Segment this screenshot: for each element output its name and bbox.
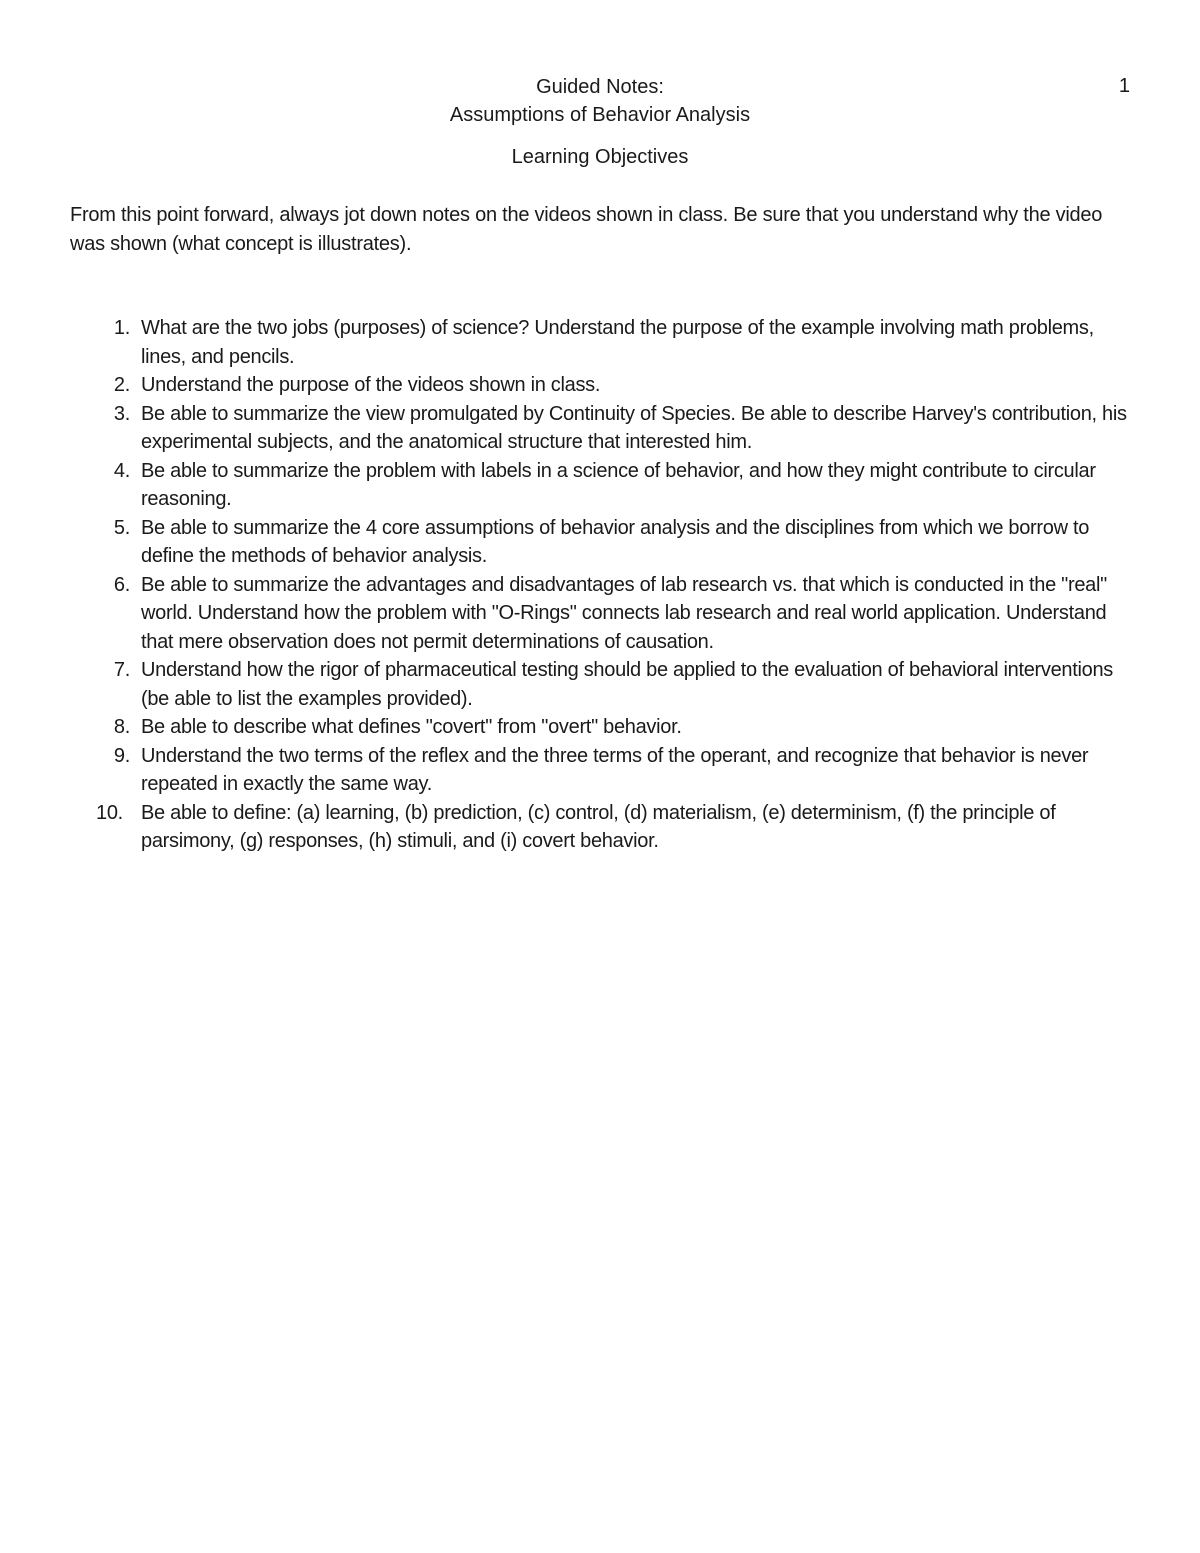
objective-item	[0, 571, 1141, 657]
document-header	[0, 73, 1200, 129]
objective-item	[0, 742, 1141, 799]
objective-text: Understand the two terms of the reflex and the three terms of the operant, and recognize that behavior is never repeated in exactly the same way.	[141, 744, 1089, 795]
objective-item	[0, 713, 1141, 742]
header-title-line2: Assumptions of Behavior Analysis	[449, 104, 751, 126]
objective-number: 9.	[113, 744, 130, 767]
page-number: 1	[1118, 75, 1130, 97]
objective-number: 2.	[113, 374, 130, 396]
intro-paragraph: From this point forward, always jot down notes on the videos shown in class. Be sure that you understand why the video was shown (what concept is illustrates).	[70, 204, 1103, 255]
objective-number: 3.	[113, 402, 130, 425]
objectives-list	[0, 314, 1200, 856]
objective-item	[0, 314, 1141, 371]
section-heading: Learning Objectives	[511, 146, 689, 168]
objective-item	[0, 514, 1141, 571]
objective-text: Be able to summarize the 4 core assumptions of behavior analysis and the disciplines from which we borrow to define the methods of behavior analysis.	[141, 516, 1090, 567]
objective-number: 8.	[113, 716, 130, 738]
objective-text: What are the two jobs (purposes) of science? Understand the purpose of the example involving math problems, lines, and pencils.	[141, 317, 1094, 368]
objective-text: Be able to describe what defines "covert" from "overt" behavior.	[141, 716, 682, 738]
objective-item	[0, 656, 1141, 713]
objective-text: Be able to define: (a) learning, (b) prediction, (c) control, (d) materialism, (e) determinism, (f) the principle of parsimony, (g) responses, (h) stimuli, and (i) covert behavior.	[141, 801, 1056, 852]
header-title-line1: Guided Notes:	[536, 76, 664, 98]
objective-text: Be able to summarize the advantages and disadvantages of lab research vs. that which is conducted in the "real" world. Understand how the problem with "O-Rings" connects lab research and real world application. Understand that mere observation does not permit determinations of causation.	[141, 573, 1107, 653]
objective-text: Be able to summarize the view promulgated by Continuity of Species. Be able to describe Harvey's contribution, his experimental subjects, and the anatomical structure that interested him.	[141, 402, 1127, 453]
objective-number: 7.	[113, 659, 130, 681]
objective-number: 5.	[113, 516, 130, 539]
objective-number: 6.	[113, 573, 130, 596]
objective-item	[0, 457, 1141, 514]
objective-item	[0, 400, 1141, 457]
objective-number: 10.	[96, 801, 123, 824]
objective-number: 4.	[113, 459, 130, 482]
objective-item	[0, 799, 1141, 856]
objective-number: 1.	[113, 317, 130, 339]
objective-text: Understand the purpose of the videos shown in class.	[141, 374, 601, 396]
objective-item	[0, 371, 1141, 400]
objective-text: Be able to summarize the problem with labels in a science of behavior, and how they might contribute to circular reasoning.	[141, 459, 1096, 510]
objective-text: Understand how the rigor of pharmaceutical testing should be applied to the evaluation of behavioral interventions (be able to list the examples provided).	[141, 659, 1113, 710]
